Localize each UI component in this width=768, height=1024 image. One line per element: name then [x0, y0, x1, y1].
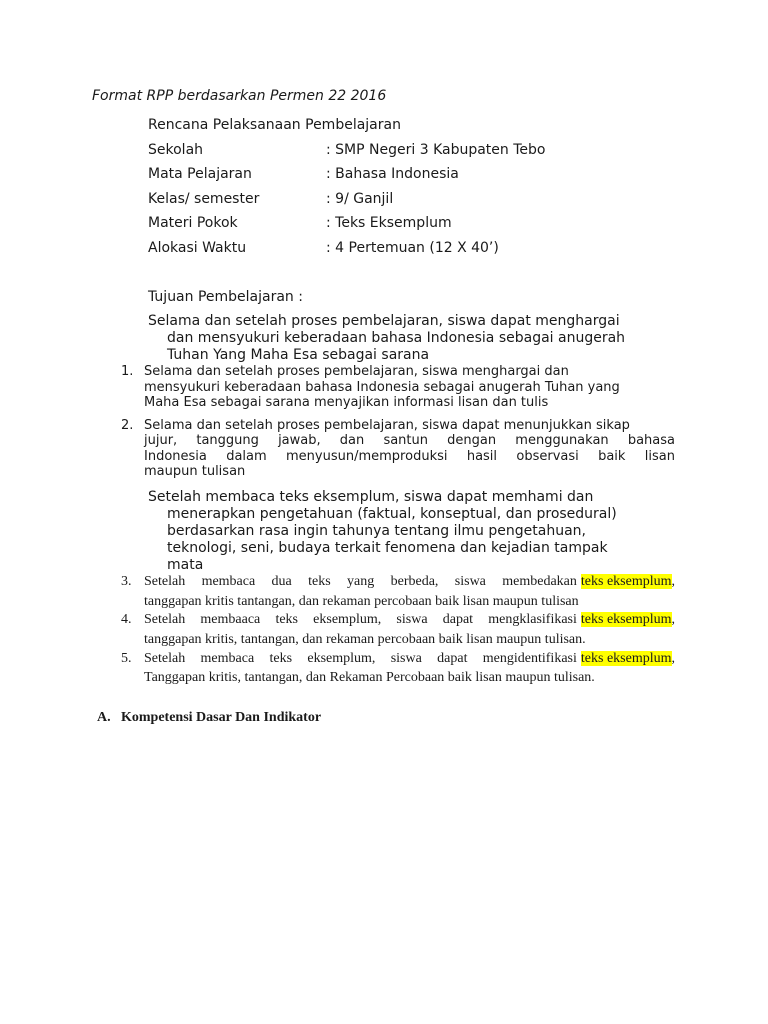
list-number: 2. — [121, 418, 134, 433]
list-item-line: mensyukuri keberadaan bahasa Indonesia sebagai anugerah Tuhan yang — [144, 380, 620, 395]
doc-title: Rencana Pelaksanaan Pembelajaran — [148, 117, 401, 133]
highlight-mark: teks eksemplum — [580, 651, 672, 666]
objective-paragraph-line: teknologi, seni, budaya terkait fenomena dan kejadian tampak — [167, 540, 608, 556]
punctuation: , — [671, 612, 675, 627]
list-item-text: Setelah membaaca teks eksemplum, siswa dapat mengklasifikasi — [144, 612, 577, 627]
list-item-text: Setelah membaca teks eksemplum, siswa dapat mengidentifikasi — [144, 651, 577, 666]
objective-paragraph-line: berdasarkan rasa ingin tahunya tentang ilmu pengetahuan, — [167, 523, 586, 539]
info-label: Mata Pelajaran — [148, 166, 252, 182]
list-item-line: maupun tulisan — [144, 464, 246, 479]
highlighted-term — [581, 610, 675, 630]
objective-paragraph-line: Selama dan setelah proses pembelajaran, siswa dapat menghargai — [148, 313, 620, 329]
list-number: 1. — [121, 364, 134, 379]
objective-paragraph-line: dan mensyukuri keberadaan bahasa Indonesia sebagai anugerah — [167, 330, 626, 346]
list-item-line: jujur, tanggung jawab, dan santun dengan menggunakan bahasa — [144, 433, 675, 448]
punctuation: , — [671, 574, 675, 589]
info-value: : 4 Pertemuan (12 X 40’) — [326, 240, 499, 256]
list-item-line — [144, 649, 675, 669]
objectives-heading: Tujuan Pembelajaran : — [148, 289, 303, 305]
highlighted-term — [581, 572, 675, 592]
list-item-line: Tanggapan kritis, tantangan, dan Rekaman Percobaan baik lisan maupun tulisan. — [144, 670, 595, 685]
list-number: 5. — [121, 651, 132, 666]
objective-paragraph-line: menerapkan pengetahuan (faktual, konseptual, dan prosedural) — [167, 506, 617, 522]
info-value: : Teks Eksemplum — [326, 215, 452, 231]
document-header-title: Format RPP berdasarkan Permen 22 2016 — [92, 88, 387, 104]
list-item-line: Maha Esa sebagai sarana menyajikan informasi lisan dan tulis — [144, 395, 549, 410]
info-label: Kelas/ semester — [148, 191, 260, 207]
list-number: 3. — [121, 574, 132, 589]
info-label: Materi Pokok — [148, 215, 238, 231]
objective-paragraph-line: mata — [167, 557, 204, 573]
list-item-line: tanggapan kritis, tantangan, dan rekaman percobaan baik lisan maupun tulisan. — [144, 632, 586, 647]
highlighted-term — [581, 649, 675, 669]
info-label: Sekolah — [148, 142, 204, 158]
list-item-line — [144, 610, 675, 630]
info-value: : SMP Negeri 3 Kabupaten Tebo — [326, 142, 546, 158]
list-item-line — [144, 572, 675, 592]
highlight-mark: teks eksemplum — [580, 574, 672, 589]
list-item-text: Setelah membaca dua teks yang berbeda, siswa membedakan — [144, 574, 577, 589]
section-marker: A. — [97, 710, 111, 725]
info-label: Alokasi Waktu — [148, 240, 247, 256]
info-value: : 9/ Ganjil — [326, 191, 394, 207]
list-item-line: Selama dan setelah proses pembelajaran, siswa menghargai dan — [144, 364, 569, 379]
highlight-mark: teks eksemplum — [580, 612, 672, 627]
objective-paragraph-line: Setelah membaca teks eksemplum, siswa dapat memhami dan — [148, 489, 594, 505]
list-number: 4. — [121, 612, 132, 627]
list-item-line: Indonesia dalam menyusun/memproduksi hasil observasi baik lisan — [144, 449, 675, 464]
punctuation: , — [671, 651, 675, 666]
info-value: : Bahasa Indonesia — [326, 166, 459, 182]
list-item-line: Selama dan setelah proses pembelajaran, siswa dapat menunjukkan sikap — [144, 418, 630, 433]
objective-paragraph-line: Tuhan Yang Maha Esa sebagai sarana — [167, 347, 430, 363]
list-item-line: tanggapan kritis tantangan, dan rekaman percobaan baik lisan maupun tulisan — [144, 594, 579, 609]
section-heading: Kompetensi Dasar Dan Indikator — [121, 710, 322, 725]
